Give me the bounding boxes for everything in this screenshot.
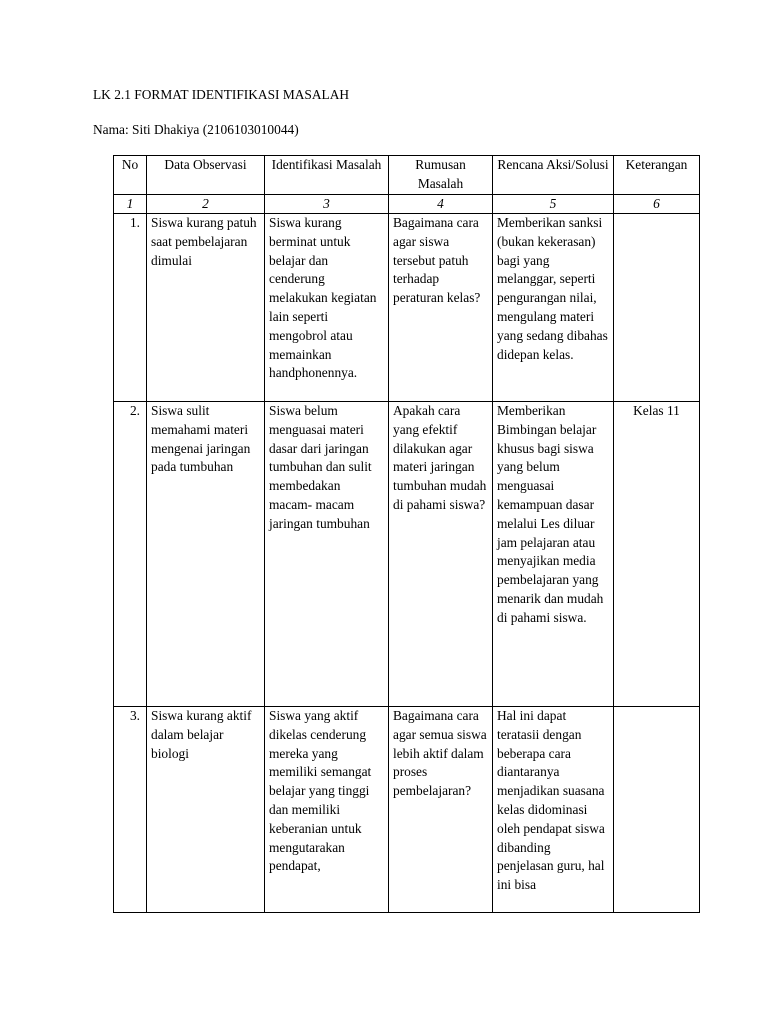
row-number: 1. xyxy=(114,214,147,402)
column-number: 4 xyxy=(389,195,493,214)
row-number: 2. xyxy=(114,402,147,707)
header-no: No xyxy=(114,156,147,195)
header-rencana-aksi: Rencana Aksi/Solusi xyxy=(493,156,614,195)
cell-rumusan-masalah: Apakah cara yang efektif dilakukan agar materi jaringan tumbuhan mudah di pahami siswa? xyxy=(389,402,493,707)
cell-identifikasi-masalah: Siswa belum menguasai materi dasar dari jaringan tumbuhan dan sulit membedakan macam- macam jaringan tumbuhan xyxy=(265,402,389,707)
cell-identifikasi-masalah: Siswa yang aktif dikelas cenderung mereka yang memiliki semangat belajar yang tinggi dan memiliki keberanian untuk mengutarakan pendapat, xyxy=(265,707,389,913)
column-number-row xyxy=(114,195,700,214)
student-name-line: Nama: Siti Dhakiya (2106103010044) xyxy=(93,122,299,137)
cell-identifikasi-masalah: Siswa kurang berminat untuk belajar dan cenderung melakukan kegiatan lain seperti mengobrol atau memainkan handphonennya. xyxy=(265,214,389,402)
header-rumusan-masalah: Rumusan Masalah xyxy=(389,156,493,195)
column-number: 3 xyxy=(265,195,389,214)
cell-keterangan xyxy=(614,707,700,913)
column-number: 1 xyxy=(114,195,147,214)
cell-keterangan xyxy=(614,214,700,402)
cell-rencana-aksi: Memberikan Bimbingan belajar khusus bagi siswa yang belum menguasai kemampuan dasar melalui Les diluar jam pelajaran atau menyajikan media pembelajaran yang menarik dan mudah di pahami siswa. xyxy=(493,402,614,707)
table-row xyxy=(114,214,700,402)
cell-rencana-aksi: Hal ini dapat teratasii dengan beberapa cara diantaranya menjadikan suasana kelas didominasi oleh pendapat siswa dibanding penjelasan guru, hal ini bisa xyxy=(493,707,614,913)
header-data-observasi: Data Observasi xyxy=(147,156,265,195)
cell-data-observasi: Siswa kurang patuh saat pembelajaran dimulai xyxy=(147,214,265,402)
column-number: 5 xyxy=(493,195,614,214)
table-row xyxy=(114,402,700,707)
column-number: 2 xyxy=(147,195,265,214)
header-identifikasi-masalah: Identifikasi Masalah xyxy=(265,156,389,195)
cell-rencana-aksi: Memberikan sanksi (bukan kekerasan) bagi yang melanggar, seperti pengurangan nilai, mengulang materi yang sedang dibahas didepan kelas. xyxy=(493,214,614,402)
cell-keterangan: Kelas 11 xyxy=(614,402,700,707)
column-number: 6 xyxy=(614,195,700,214)
cell-data-observasi: Siswa sulit memahami materi mengenai jaringan pada tumbuhan xyxy=(147,402,265,707)
document-title: LK 2.1 FORMAT IDENTIFIKASI MASALAH xyxy=(93,87,350,102)
cell-data-observasi: Siswa kurang aktif dalam belajar biologi xyxy=(147,707,265,913)
header-keterangan: Keterangan xyxy=(614,156,700,195)
cell-rumusan-masalah: Bagaimana cara agar semua siswa lebih aktif dalam proses pembelajaran? xyxy=(389,707,493,913)
table-header-row xyxy=(114,156,700,195)
problem-identification-table xyxy=(113,155,700,913)
cell-rumusan-masalah: Bagaimana cara agar siswa tersebut patuh terhadap peraturan kelas? xyxy=(389,214,493,402)
row-number: 3. xyxy=(114,707,147,913)
table-row xyxy=(114,707,700,913)
